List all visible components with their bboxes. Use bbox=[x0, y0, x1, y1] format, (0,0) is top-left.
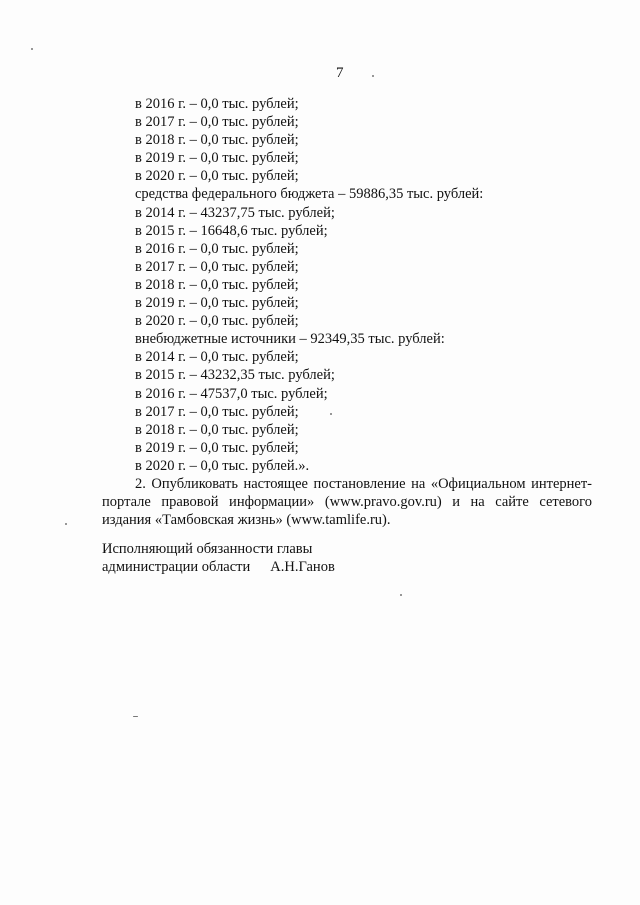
funding-line: в 2017 г. – 0,0 тыс. рублей; bbox=[135, 114, 299, 131]
funding-line: в 2019 г. – 0,0 тыс. рублей; bbox=[135, 295, 299, 312]
funding-line: в 2015 г. – 43232,35 тыс. рублей; bbox=[135, 367, 335, 384]
funding-line: в 2019 г. – 0,0 тыс. рублей; bbox=[135, 439, 299, 456]
funding-line: внебюджетные источники – 92349,35 тыс. рублей: bbox=[135, 331, 445, 348]
funding-line: в 2020 г. – 0,0 тыс. рублей; bbox=[135, 313, 299, 330]
document-body bbox=[102, 95, 592, 529]
scan-speck bbox=[65, 523, 67, 525]
signature-block bbox=[102, 540, 335, 576]
funding-line: в 2018 г. – 0,0 тыс. рублей; bbox=[135, 132, 299, 149]
funding-line: в 2019 г. – 0,0 тыс. рублей; bbox=[135, 150, 299, 167]
funding-line: в 2020 г. – 0,0 тыс. рублей; bbox=[135, 168, 299, 185]
publication-paragraph: 2. Опубликовать настоящее постановление на «Официальном интернет-портале правовой информации» (www.pravo.gov.ru) и на сайте сетевого издания «Тамбовская жизнь» (www.tamlife.ru). bbox=[102, 475, 592, 529]
scan-speck bbox=[31, 48, 33, 50]
funding-line: в 2017 г. – 0,0 тыс. рублей; bbox=[135, 403, 299, 420]
signature-title-line-2 bbox=[102, 558, 335, 576]
funding-line: в 2015 г. – 16648,6 тыс. рублей; bbox=[135, 222, 328, 239]
funding-line: в 2016 г. – 47537,0 тыс. рублей; bbox=[135, 385, 328, 402]
funding-list bbox=[102, 95, 592, 475]
funding-line: в 2017 г. – 0,0 тыс. рублей; bbox=[135, 258, 299, 275]
scan-speck bbox=[372, 75, 374, 77]
page-number: 7 bbox=[336, 65, 344, 81]
funding-line: в 2020 г. – 0,0 тыс. рублей.». bbox=[135, 457, 310, 474]
signature-title-text: администрации области bbox=[102, 559, 251, 575]
funding-line: в 2014 г. – 43237,75 тыс. рублей; bbox=[135, 204, 335, 221]
funding-line: в 2016 г. – 0,0 тыс. рублей; bbox=[135, 240, 299, 257]
funding-line: в 2018 г. – 0,0 тыс. рублей; bbox=[135, 421, 299, 438]
funding-line: в 2016 г. – 0,0 тыс. рублей; bbox=[135, 96, 299, 112]
signatory-name: А.Н.Ганов bbox=[270, 559, 335, 575]
scan-speck bbox=[330, 413, 332, 415]
scan-speck bbox=[133, 716, 138, 717]
funding-line: в 2018 г. – 0,0 тыс. рублей; bbox=[135, 276, 299, 293]
scan-speck bbox=[400, 594, 402, 596]
funding-line: средства федерального бюджета – 59886,35 тыс. рублей: bbox=[135, 186, 484, 203]
funding-line: в 2014 г. – 0,0 тыс. рублей; bbox=[135, 349, 299, 366]
signature-title-line-1: Исполняющий обязанности главы bbox=[102, 541, 313, 557]
